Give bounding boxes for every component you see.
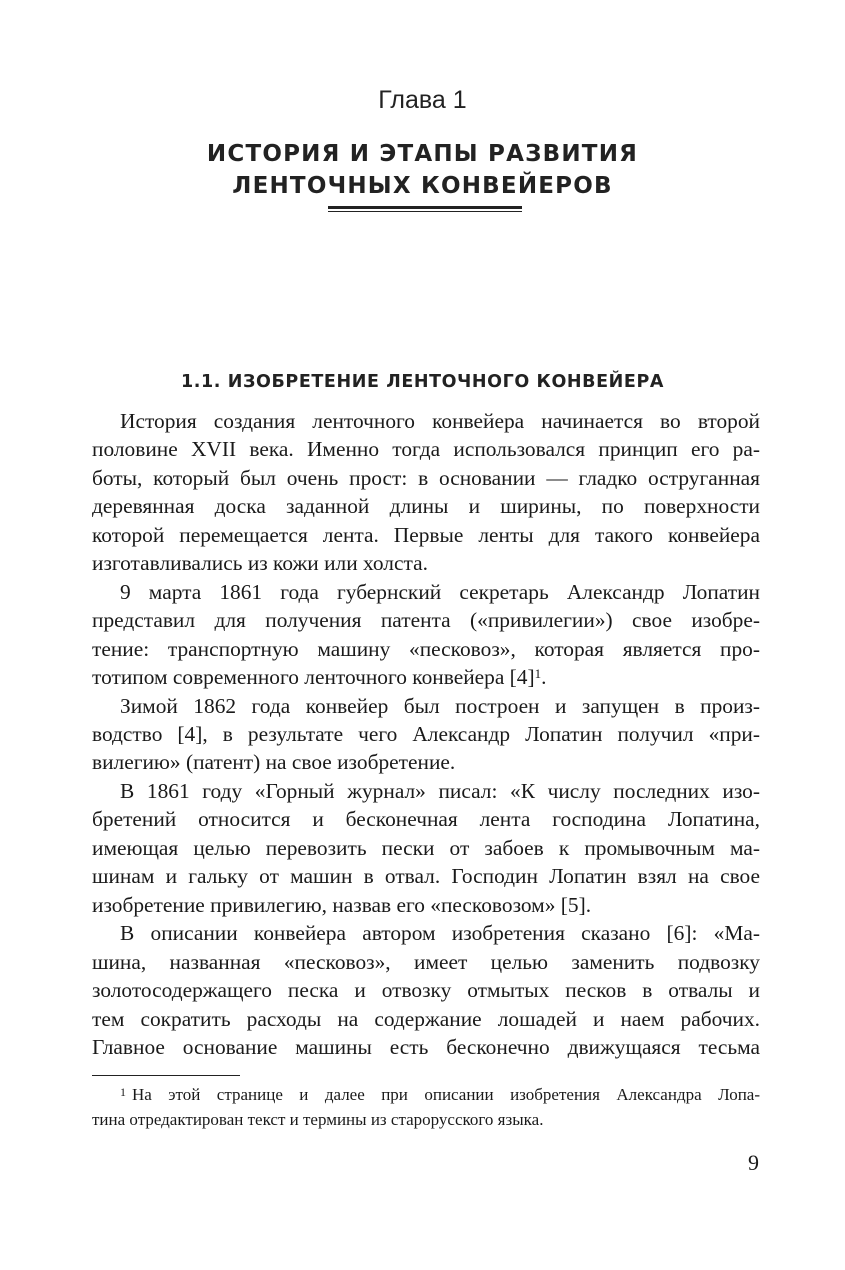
paragraph [92,777,760,919]
footnote-line: тина отредактирован текст и термины из старорусского языка. [92,1110,544,1129]
chapter-title-line: ЛЕНТОЧНЫХ КОНВЕЙЕРОВ [232,173,613,199]
text-line: История создания ленточного конвейера начинается во второй [120,409,760,433]
text-line: половине XVII века. Именно тогда использовался принцип его ра- [92,437,760,462]
text-line: золотосодержащего песка и отвозку отмытых песков в отвалы и [92,978,760,1003]
text-line: В 1861 году «Горный журнал» писал: «К числу последних изо- [120,778,760,803]
paragraph [92,578,760,692]
text-fragment: тотипом современного ленточного конвейера [4] [92,665,535,690]
text-line: бретений относится и бесконечная лента господина Лопатина, [92,807,760,832]
title-underline-thin [328,211,522,212]
page-number: 9 [748,1150,759,1175]
text-line: 9 марта 1861 года губернский секретарь Александр Лопатин [120,579,760,604]
text-fragment: . [541,665,547,690]
text-line: вилегию» (патент) на свое изобретение. [92,750,456,775]
text-line: имеющая целью перевозить пески от забоев к промывочным ма- [92,835,760,860]
body-text [92,407,760,1061]
text-line: тем сократить расходы на содержание лошадей и наем рабочих. [92,1006,760,1031]
title-underline-thick [328,206,522,209]
text-line: боты, который был очень прост: в основании — гладко оструганная [92,465,760,490]
footnote-mark: 1 [120,1085,126,1099]
section-title: 1.1. ИЗОБРЕТЕНИЕ ЛЕНТОЧНОГО КОНВЕЙЕРА [180,372,665,392]
text-line: водство [4], в результате чего Александр Лопатин получил «при- [92,721,760,746]
chapter-title-line: ИСТОРИЯ И ЭТАПЫ РАЗВИТИЯ [206,141,639,167]
footnote-text: На этой странице и далее при описании изобретения Александра Лопа- [132,1085,760,1104]
footnote-line [92,1082,760,1107]
footnote-divider [92,1075,240,1076]
text-line: деревянная доска заданной длины и ширины, по поверхности [92,494,760,519]
text-line-with-footnote [92,663,760,691]
text-line: Главное основание машины есть бесконечно движущаяся тесьма [92,1034,760,1059]
text-line: В описании конвейера автором изобретения сказано [6]: «Ма- [120,921,760,946]
text-line: представил для получения патента («привилегии») свое изобре- [92,608,760,633]
chapter-title [0,138,845,202]
footnote-reference[interactable]: 1 [534,666,542,682]
text-line: изобретение привилегию, назвав его «песковозом» [5]. [92,892,592,917]
text-line: тение: транспортную машину «песковоз», которая является про- [92,636,760,661]
text-line: шина, названная «песковоз», имеет целью заменить подвозку [92,949,760,974]
paragraph [92,919,760,1061]
text-line: шинам и гальку от машин в отвал. Господин Лопатин взял на свое [92,864,760,889]
chapter-label: Глава 1 [378,86,467,114]
text-line: которой перемещается лента. Первые ленты для такого конвейера [92,522,760,547]
footnote [92,1082,760,1132]
paragraph [92,407,760,578]
text-line: изготавливались из кожи или холста. [92,551,428,576]
paragraph [92,692,760,777]
text-line: Зимой 1862 года конвейер был построен и запущен в произ- [120,693,760,718]
